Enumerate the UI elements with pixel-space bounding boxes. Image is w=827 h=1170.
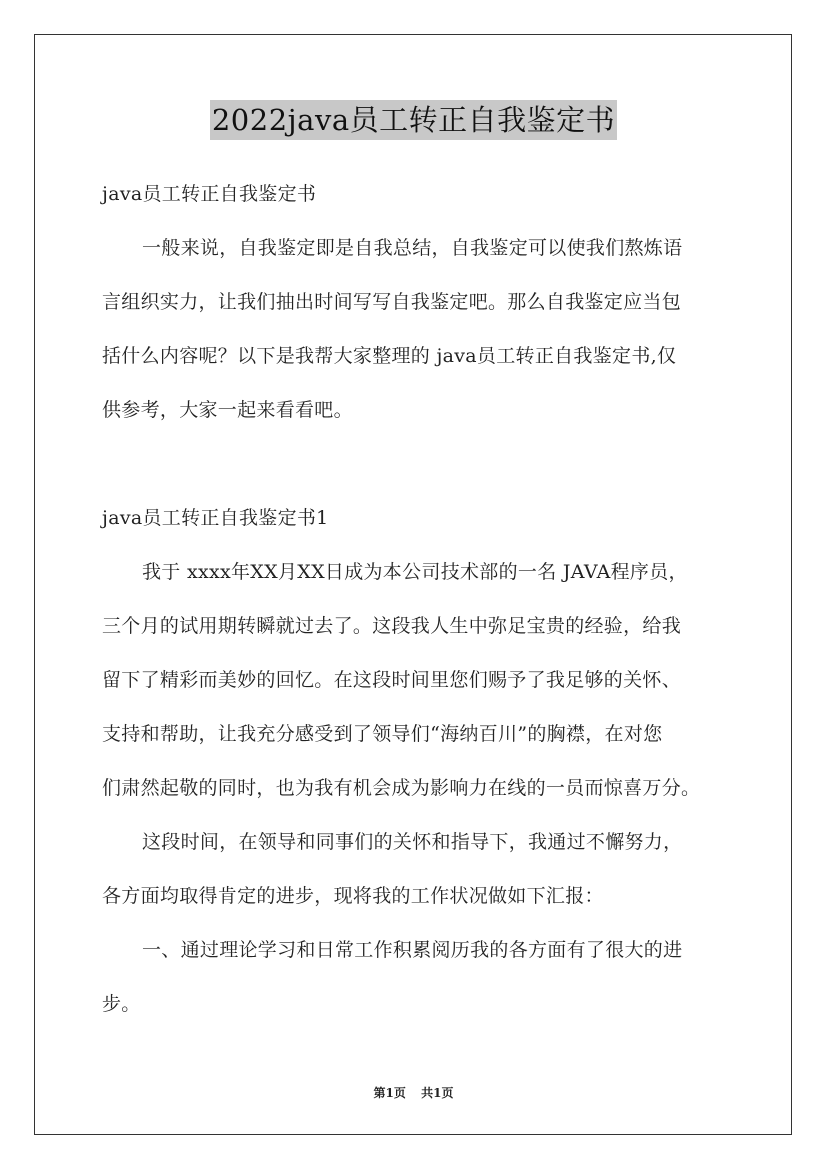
page-number: 第1页 xyxy=(373,1086,406,1100)
paragraph-line: 这段时间，在领导和同事们的关怀和指导下，我通过不懈努力， xyxy=(142,831,683,853)
paragraph-line: 支持和帮助，让我充分感受到了领导们“海纳百川”的胸襟，在对您 xyxy=(102,723,663,745)
paragraph-line: 各方面均取得肯定的进步，现将我的工作状况做如下汇报： xyxy=(102,885,604,907)
document-title: 2022java员工转正自我鉴定书 xyxy=(210,100,617,140)
page-total: 共1页 xyxy=(421,1086,454,1100)
paragraph-line: 三个月的试用期转瞬就过去了。这段我人生中弥足宝贵的经验，给我 xyxy=(102,615,682,637)
document-title-wrap xyxy=(0,100,827,144)
paragraph-line: 一般来说，自我鉴定即是自我总结，自我鉴定可以使我们熬炼语 xyxy=(142,237,683,259)
paragraph-line: 一、通过理论学习和日常工作积累阅历我的各方面有了很大的进 xyxy=(142,939,683,961)
paragraph-line: 供参考，大家一起来看看吧。 xyxy=(102,399,353,421)
paragraph-line: 括什么内容呢？以下是我帮大家整理的 java员工转正自我鉴定书,仅 xyxy=(102,345,677,367)
paragraph-line: 言组织实力，让我们抽出时间写写自我鉴定吧。那么自我鉴定应当包 xyxy=(102,291,682,313)
paragraph-line: 们肃然起敬的同时，也为我有机会成为影响力在线的一员而惊喜万分。 xyxy=(102,777,701,799)
paragraph-line: 我于 xxxx年XX月XX日成为本公司技术部的一名 JAVA程序员， xyxy=(142,561,688,583)
section-heading-1: java员工转正自我鉴定书1 xyxy=(102,507,329,529)
paragraph-line: 步。 xyxy=(102,993,141,1015)
paragraph-line: 留下了精彩而美妙的回忆。在这段时间里您们赐予了我足够的关怀、 xyxy=(102,669,682,691)
section-heading-intro: java员工转正自我鉴定书 xyxy=(102,183,317,205)
page-footer xyxy=(0,1085,827,1101)
